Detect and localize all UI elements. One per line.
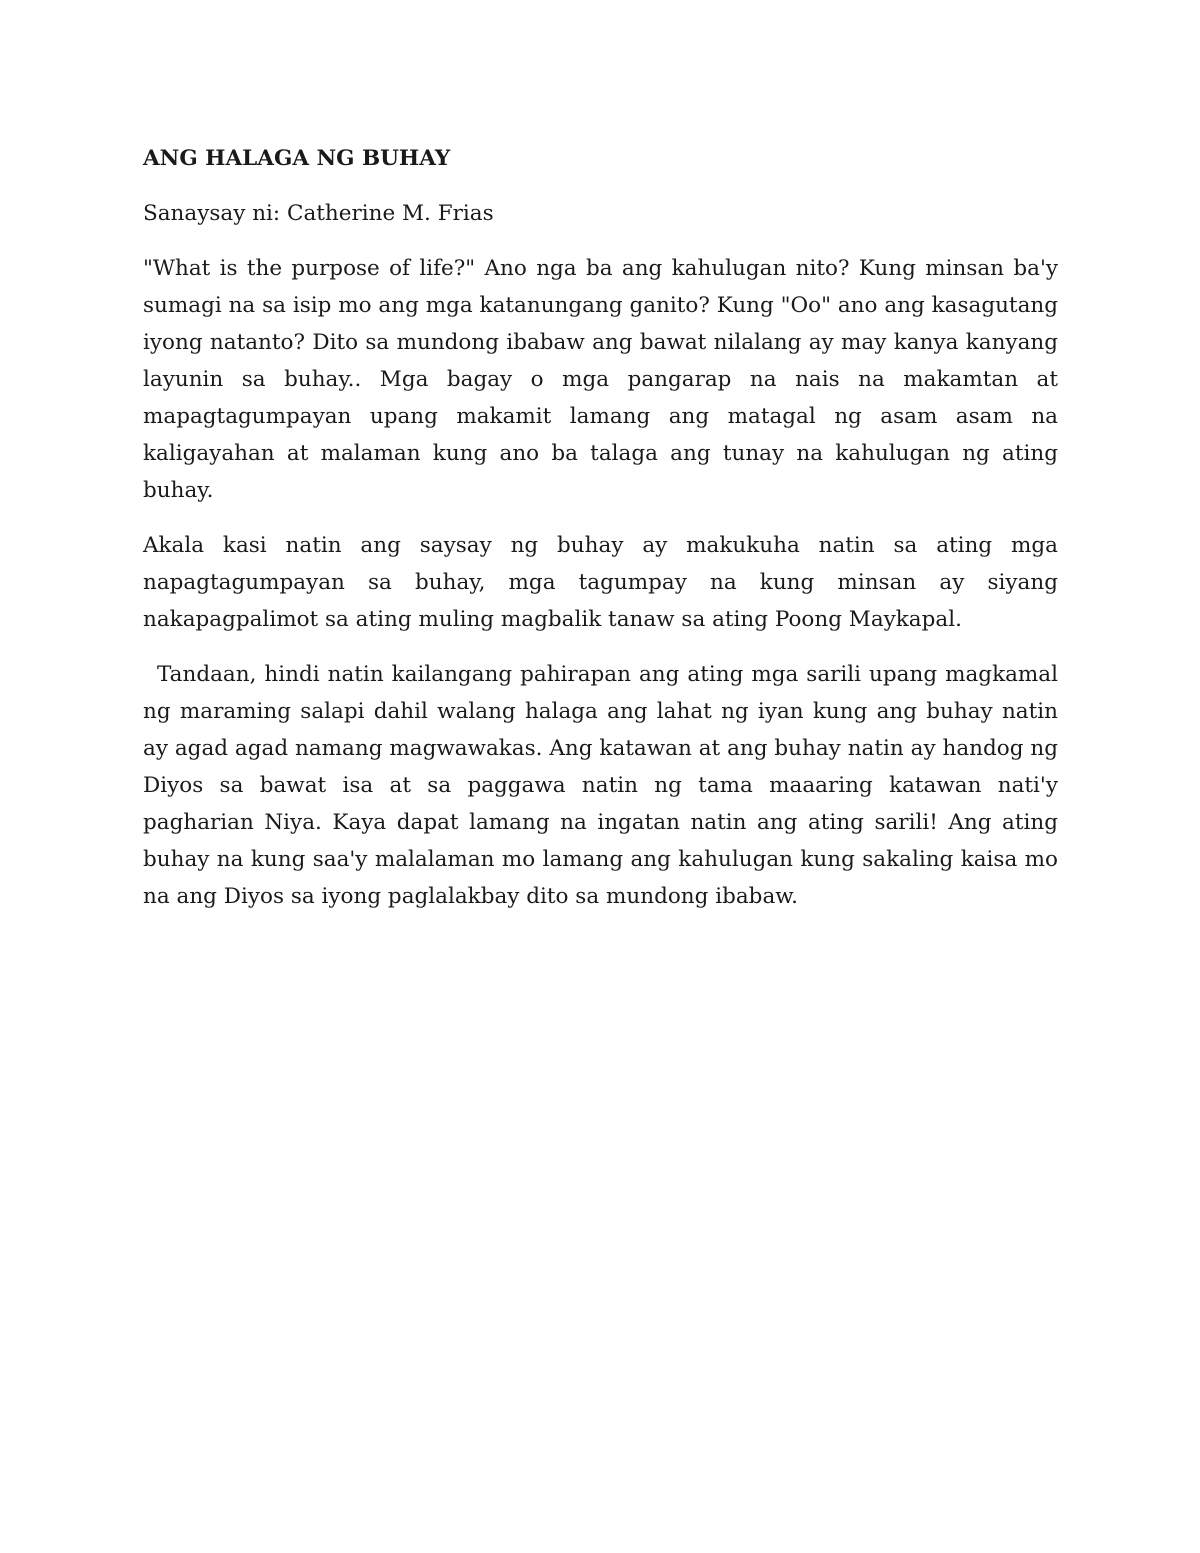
paragraph-1: "What is the purpose of life?" Ano nga ba ang kahulugan nito? Kung minsan ba'y sumagi na sa isip mo ang mga katanungang ganito? Kung "Oo" ano ang kasagutang iyong natanto? Dito sa mundong ibabaw ang bawat nilalang ay may kanya kanyang layunin sa buhay.. Mga bagay o mga pangarap na nais na makamtan at mapagtagumpayan upang makamit lamang ang matagal ng asam asam na kaligayahan at malaman kung ano ba talaga ang tunay na kahulugan ng ating buhay. — [143, 256, 1058, 503]
document-body — [143, 140, 1058, 933]
document-byline: Sanaysay ni: Catherine M. Frias — [143, 201, 494, 226]
paragraph-2: Akala kasi natin ang saysay ng buhay ay makukuha natin sa ating mga napagtagumpayan sa buhay, mga tagumpay na kung minsan ay siyang nakapagpalimot sa ating muling magbalik tanaw sa ating Poong Maykapal. — [143, 533, 1058, 632]
document-title: ANG HALAGA NG BUHAY — [143, 146, 451, 171]
paragraph-3: Tandaan, hindi natin kailangang pahirapan ang ating mga sarili upang magkamal ng maraming salapi dahil walang halaga ang lahat ng iyan kung ang buhay natin ay agad agad namang magwawakas. Ang katawan at ang buhay natin ay handog ng Diyos sa bawat isa at sa paggawa natin ng tama maaaring katawan nati'y pagharian Niya. Kaya dapat lamang na ingatan natin ang ating sarili! Ang ating buhay na kung saa'y malalaman mo lamang ang kahulugan kung sakaling kaisa mo na ang Diyos sa iyong paglalakbay dito sa mundong ibabaw. — [143, 662, 1058, 909]
